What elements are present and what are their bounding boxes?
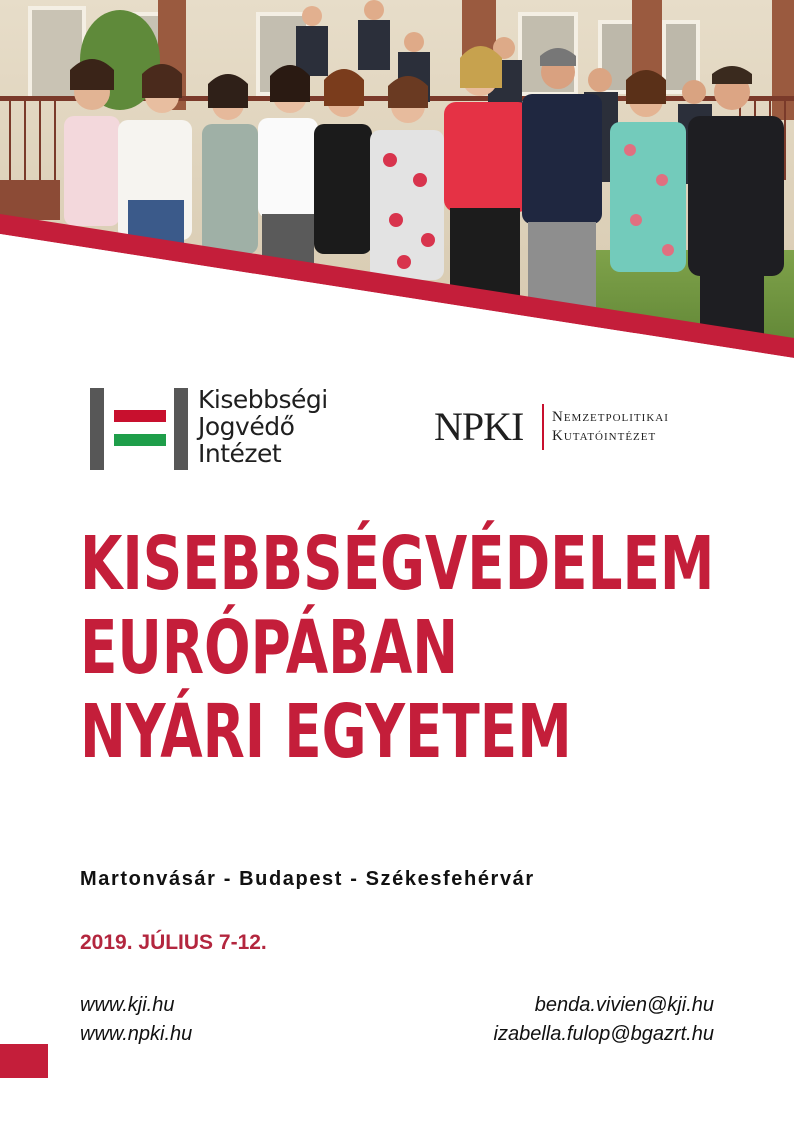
poster-title — [80, 522, 714, 774]
kji-logo-text — [198, 386, 328, 467]
website-link-npki[interactable]: www.npki.hu — [80, 1023, 193, 1045]
npki-logo-sub2: Kutatóintézet — [552, 428, 657, 444]
event-date: 2019. JÚLIUS 7-12. — [80, 931, 267, 954]
email-link-fulop[interactable]: izabella.fulop@bgazrt.hu — [493, 1023, 714, 1045]
hungarian-flag-icon — [114, 410, 166, 446]
npki-logo-subtitle — [552, 408, 669, 446]
diagonal-banner — [0, 0, 794, 380]
title-line2: EURÓPÁBAN — [80, 605, 459, 691]
npki-logo-mark: NPKI — [434, 404, 524, 449]
event-locations: Martonvásár - Budapest - Székesfehérvár — [80, 868, 535, 890]
kji-logo-line2: Jogvédő — [198, 412, 295, 441]
email-link-benda[interactable]: benda.vivien@kji.hu — [534, 994, 714, 1016]
kji-logo — [90, 385, 350, 472]
kji-logo-line3: Intézet — [198, 439, 282, 468]
title-line3: NYÁRI EGYETEM — [80, 689, 572, 775]
npki-logo — [434, 402, 724, 454]
kji-logo-line1: Kisebbségi — [198, 385, 328, 414]
website-links — [80, 991, 192, 1049]
corner-accent-block — [0, 1044, 48, 1078]
kji-logo-bar-right — [174, 388, 188, 470]
kji-logo-bar-left — [90, 388, 104, 470]
npki-logo-divider — [542, 404, 544, 450]
website-link-kji[interactable]: www.kji.hu — [80, 994, 175, 1016]
contact-emails — [494, 991, 714, 1049]
npki-logo-sub1: Nemzetpolitikai — [552, 409, 669, 425]
title-line1: KISEBBSÉGVÉDELEM — [80, 521, 715, 607]
